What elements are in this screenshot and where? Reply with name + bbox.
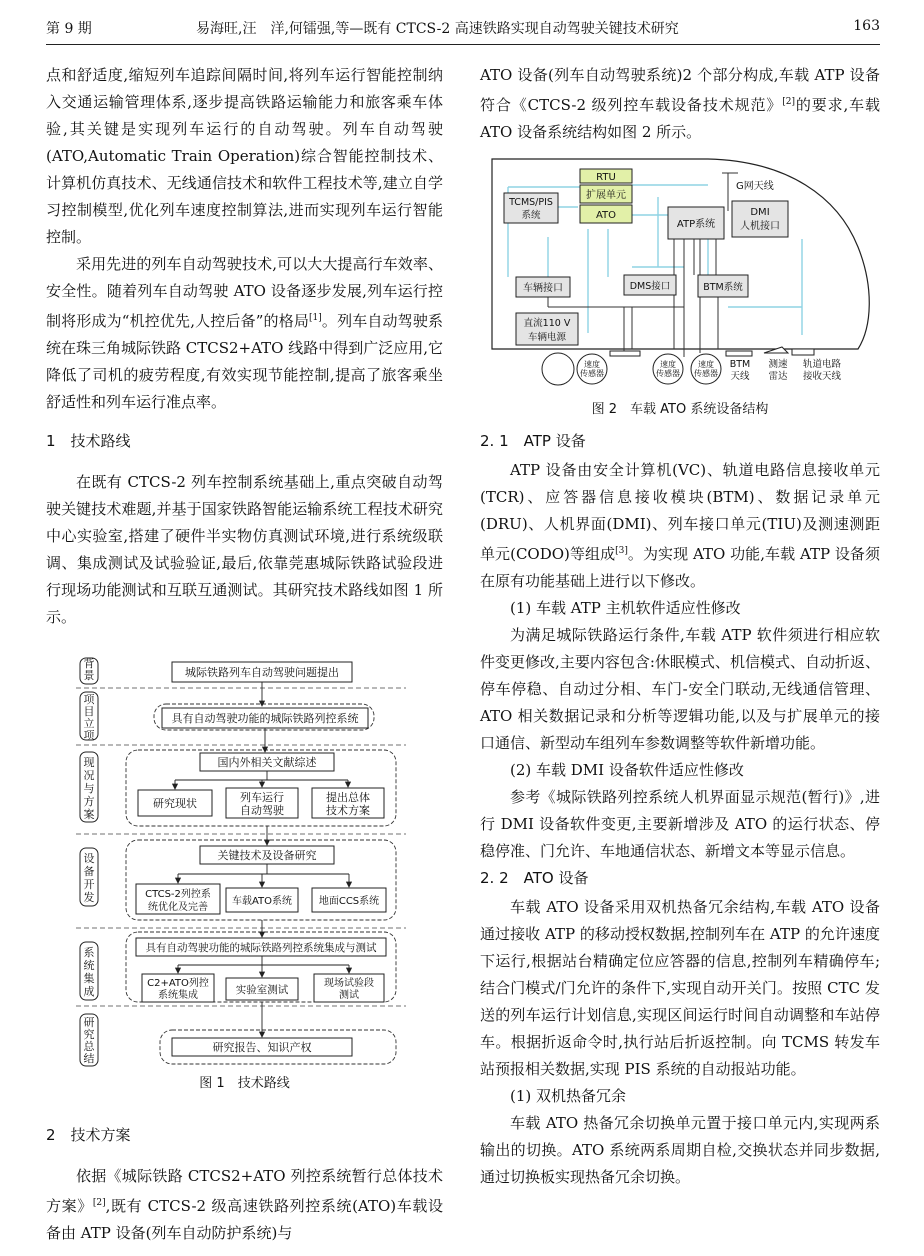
box-vehicle-interface: 车辆接口 <box>523 283 563 294</box>
box-dmi-line1: DMI <box>750 207 770 218</box>
paragraph: 点和舒适度,缩短列车追踪间隔时间,将列车运行智能控制纳入交通运输管理体系,逐步提高铁路运输能力和旅客乘车体验,其关键是实现列车运行的自动驾驶。列车自动驾驶(ATO,Automatic Train Operation)综合智能控制技术、计算机仿真技术、无线通信技术和软件工程技术等,建立自学习控制模型,优化列车速度控制算法,进而实现列车运行智能控制。 <box>46 66 443 246</box>
svg-text:项目立项: 项目立项 <box>83 693 95 742</box>
box-ext-unit: 扩展单元 <box>586 190 626 201</box>
label-track-antenna-line2: 接收天线 <box>802 371 842 382</box>
label-radar-line2: 雷达 <box>768 371 788 382</box>
paragraph: 参考《城际铁路列控系统人机界面显示规范(暂行)》,进行 DMI 设备软件变更,主要新增涉及 ATO 的运行状态、停稳停准、门允许、车地通信状态、新增文本等显示信息。 <box>480 788 880 860</box>
box-rtu: RTU <box>596 172 616 183</box>
label-radar-line1: 测速 <box>768 359 788 370</box>
running-title: 易海旺,汪 洋,何镭强,等—既有 CTCS-2 高速铁路实现自动驾驶关键技术研究 <box>196 21 679 37</box>
paragraph: ATP 设备由安全计算机(VC)、轨道电路信息接收单元(TCR)、应答器信息接收模块(BTM)、数据记录单元(DRU)、人机界面(DMI)、列车接口单元(TIU)及测速测距单元(CODO)等组成[3]。为实现 ATO 功能,车载 ATP 设备须在原有功能基础上进行以下修改。 <box>480 461 880 590</box>
list-item-title: (2) 车载 DMI 设备软件适应性修改 <box>510 761 744 779</box>
list-item-title: (1) 双机热备冗余 <box>510 1087 627 1105</box>
box-ato: ATO <box>595 210 617 221</box>
right-column-top <box>480 62 880 146</box>
box-ctcs-line1: CTCS-2列控系 <box>145 889 211 900</box>
svg-text:研究总结: 研究总结 <box>83 1016 95 1065</box>
header-rule <box>46 44 880 45</box>
stage-label-project <box>80 692 98 742</box>
sensor-speed-3-line1: 速度 <box>698 360 714 369</box>
stage-label-integ <box>80 942 98 1000</box>
box-ato-line1: 列车运行 <box>240 791 284 804</box>
stage-label-dev <box>80 848 98 906</box>
sensor-speed-2-line1: 速度 <box>660 360 676 369</box>
box-project: 具有自动驾驶功能的城际铁路列控系统 <box>171 712 359 725</box>
figure-1-tech-roadmap <box>76 652 406 1072</box>
box-ato-line2: 自动驾驶 <box>240 804 284 817</box>
paragraph: 为满足城际铁路运行条件,车载 ATP 软件须进行相应软件变更修改,主要内容包含:休眠模式、机信模式、自动折返、停车停稳、自动过分相、车门-安全门联动,无线通信管理、ATO 相关数据记录和分析等逻辑功能,以及与扩展单元的接口通信、新型动车组列车参数调整等软件新增功能。 <box>480 626 880 752</box>
citation: [2] <box>782 97 795 107</box>
paragraph: 车载 ATO 热备冗余切换单元置于接口单元内,实现两系输出的切换。ATO 系统两系周期自检,交换状态并同步数据,通过切换板实现热备冗余切换。 <box>480 1114 880 1186</box>
label-track-antenna-line1: 轨道电路 <box>802 359 842 370</box>
box-key-tech: 关键技术及设备研究 <box>217 849 317 862</box>
box-ctcs-line2: 统优化及完善 <box>148 902 208 913</box>
box-report: 研究报告、知识产权 <box>212 1041 312 1054</box>
left-column-top <box>46 62 443 631</box>
sensor-speed-1-line2: 传感器 <box>580 369 604 378</box>
citation: [2] <box>92 1198 106 1208</box>
list-item-title: (1) 车载 ATP 主机软件适应性修改 <box>510 599 741 617</box>
box-vehicle-ato: 车载ATO系统 <box>231 896 293 907</box>
svg-text:现况与方案: 现况与方案 <box>83 756 95 821</box>
box-status: 研究现状 <box>153 797 197 810</box>
paragraph: 在既有 CTCS-2 列车控制系统基础上,重点突破自动驾驶关键技术难题,并基于国家铁路智能运输系统工程技术研究中心实验室,搭建了硬件半实物仿真测试环境,进行系统级联调、集成测试及试验验证,最后,依靠莞惠城际铁路试验段进行现场功能测试和互联互通测试。其研究技术路线如图 1 所示。 <box>46 473 443 626</box>
box-field-line1: 现场试验段 <box>324 978 374 989</box>
box-atp-system: ATP系统 <box>676 219 716 230</box>
section-heading: 2 技术方案 <box>46 1126 131 1144</box>
box-dms-interface: DMS接口 <box>629 281 671 292</box>
box-tcms-line1: TCMS/PIS <box>509 197 553 208</box>
svg-text:背景: 背景 <box>83 657 95 682</box>
section-heading: 1 技术路线 <box>46 432 131 450</box>
svg-text:设备开发: 设备开发 <box>83 852 95 904</box>
label-g-net-antenna: G网天线 <box>736 181 774 192</box>
section-heading: 2. 1 ATP 设备 <box>480 432 586 450</box>
box-c2-line2: 系统集成 <box>158 990 198 1001</box>
svg-text:系统集成: 系统集成 <box>83 946 95 998</box>
citation: [1] <box>309 313 322 323</box>
box-literature: 国内外相关文献综述 <box>217 756 317 769</box>
figure-1-caption: 图 1 技术路线 <box>199 1076 290 1091</box>
section-heading: 2. 2 ATO 设备 <box>480 869 589 887</box>
sensor-speed-1-line1: 速度 <box>584 360 600 369</box>
page-number: 163 <box>853 18 880 34</box>
paragraph: 车载 ATO 设备采用双机热备冗余结构,车载 ATO 设备通过接收 ATP 的移动授权数据,控制列车在 ATP 的允许速度下运行,根据站台精确定位应答器的信息,控制列车精确停车;结合门模式/门允许的条件下,实现自动开关门。按照 CTC 发送的列车运行计划信息,实现区间运行时间自动调整和车站停车。根据折返命令时,执行站后折返控制。向 TCMS 转发车站预报相关数据,实现 PIS 系统的自动报站功能。 <box>480 898 880 1078</box>
paragraph: 依据《城际铁路 CTCS2+ATO 列控系统暂行总体技术方案》[2],既有 CTCS-2 级高速铁路列控系统(ATO)车载设备由 ATP 设备(列车自动防护系统)与 <box>46 1167 443 1242</box>
right-column-bottom <box>480 428 880 1191</box>
stage-label-summary <box>80 1014 98 1066</box>
box-ground-ccs: 地面CCS系统 <box>318 896 380 907</box>
figure-2-ato-structure <box>488 157 878 391</box>
figure-2-caption: 图 2 车载 ATO 系统设备结构 <box>591 402 769 417</box>
box-field-line2: 测试 <box>339 990 359 1001</box>
box-background: 城际铁路列车自动驾驶问题提出 <box>185 666 339 679</box>
stage-label-status <box>80 752 98 822</box>
label-btm-antenna-line2: 天线 <box>730 371 750 382</box>
box-lab-test: 实验室测试 <box>235 984 289 996</box>
label-btm-antenna-line1: BTM <box>729 359 751 370</box>
sensor-speed-2-line2: 传感器 <box>656 369 680 378</box>
box-c2-line1: C2+ATO列控 <box>147 978 209 989</box>
issue-number: 第 9 期 <box>46 21 92 37</box>
box-dmi-line2: 人机接口 <box>740 221 780 232</box>
sensor-speed-3-line2: 传感器 <box>694 369 718 378</box>
box-tcms-line2: 系统 <box>521 210 541 221</box>
box-plan-line1: 提出总体 <box>326 791 370 804</box>
box-integration: 具有自动驾驶功能的城际铁路列控系统集成与测试 <box>145 942 377 954</box>
paragraph: 采用先进的列车自动驾驶技术,可以大大提高行车效率、安全性。随着列车自动驾驶 ATO 设备逐步发展,列车运行控制将形成为“机控优先,人控后备”的格局[1]。列车自动驾驶系统在珠三角城际铁路 CTCS2+ATO 线路中得到广泛应用,它降低了司机的疲劳程度,有效实现节能控制,提高了旅客乘坐舒适性和列车运行准点率。 <box>46 255 443 411</box>
box-dc-line2: 车辆电源 <box>527 332 567 343</box>
left-column-bottom <box>46 1122 443 1247</box>
stage-label-background <box>80 656 98 684</box>
citation: [3] <box>615 546 628 556</box>
paragraph: ATO 设备(列车自动驾驶系统)2 个部分构成,车载 ATP 设备符合《CTCS-2 级列控车载设备技术规范》[2]的要求,车载 ATO 设备系统结构如图 2 所示。 <box>480 66 880 141</box>
box-dc-line1: 直流110 V <box>523 318 571 329</box>
running-header <box>46 18 880 42</box>
box-btm-system: BTM系统 <box>703 282 743 293</box>
box-plan-line2: 技术方案 <box>326 804 370 817</box>
